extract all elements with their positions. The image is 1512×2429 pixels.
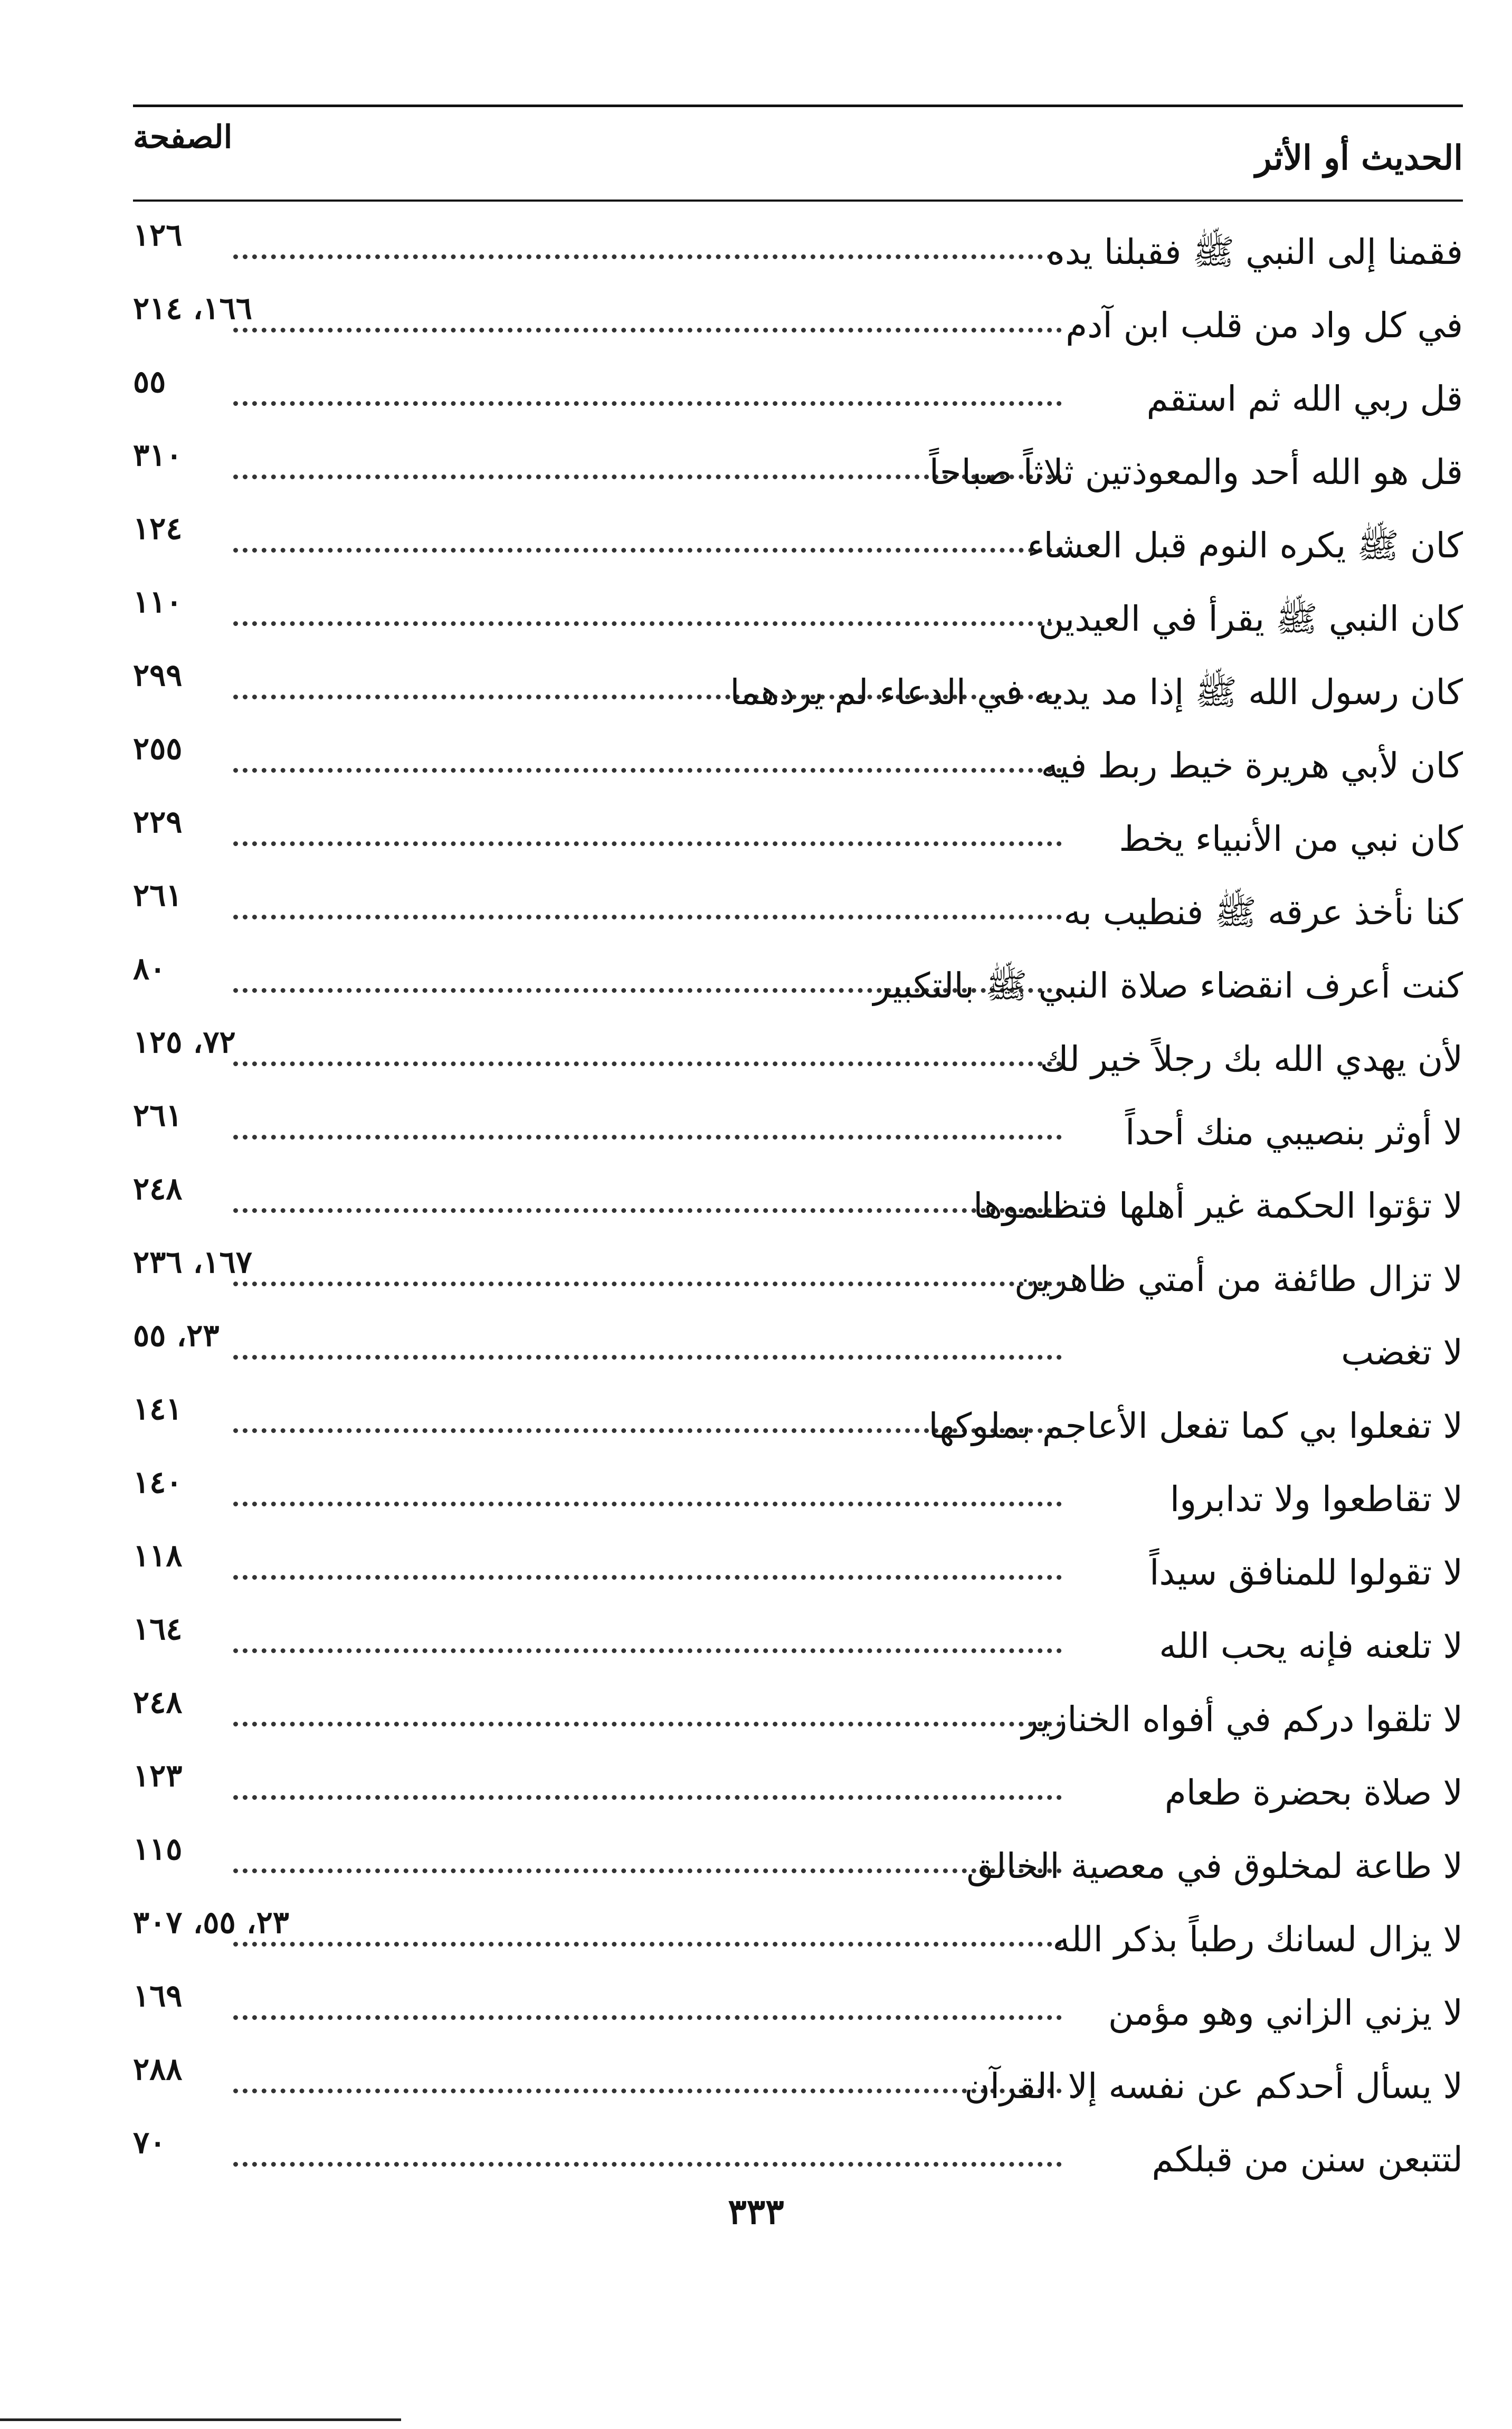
dot-leader	[233, 621, 1062, 626]
page-reference: ١٢٦	[133, 217, 183, 253]
index-entry	[133, 505, 1463, 578]
dot-leader	[233, 1061, 1062, 1066]
hadith-text: لا أوثر بنصيبي منك أحداً	[1125, 1112, 1463, 1153]
page-reference: ١١٨	[133, 1538, 183, 1573]
hadith-text: لا تلقوا دركم في أفواه الخنازير	[1021, 1699, 1463, 1740]
index-entry	[133, 1018, 1463, 1092]
index-entry	[133, 1972, 1463, 2045]
index-entry	[133, 1238, 1463, 1312]
dot-leader	[233, 328, 1062, 333]
page-reference: ١٢٣	[133, 1758, 183, 1794]
index-entry	[133, 1825, 1463, 1899]
page-reference: ١٢٤	[133, 510, 183, 546]
page-reference: ١٤٠	[133, 1464, 183, 1500]
dot-leader	[233, 1135, 1062, 1140]
index-entry	[133, 1752, 1463, 1825]
dot-leader	[233, 915, 1062, 919]
index-entry	[133, 1458, 1463, 1532]
page-reference: ٢٨٨	[133, 2051, 183, 2087]
page-reference: ٢٣، ٥٥	[133, 1317, 220, 1353]
dot-leader	[233, 254, 1062, 259]
index-entry	[133, 2045, 1463, 2119]
dot-leader	[233, 1648, 1062, 1653]
index-entry	[133, 1312, 1463, 1385]
index-entry	[133, 1899, 1463, 1972]
dot-leader	[233, 2089, 1062, 2093]
dot-leader	[233, 2015, 1062, 2020]
index-entry	[133, 1605, 1463, 1678]
dot-leader	[233, 2162, 1062, 2167]
dot-leader	[233, 548, 1062, 553]
hadith-text: كنا نأخذ عرقه ﷺ فنطيب به	[1063, 892, 1463, 933]
hadith-text: كان ﷺ يكره النوم قبل العشاء	[1027, 525, 1463, 566]
hadith-text: لا تقولوا للمنافق سيداً	[1149, 1552, 1463, 1593]
page-reference: ٢٦١	[133, 1097, 183, 1133]
hadith-text: لا تؤتوا الحكمة غير أهلها فتظلموها	[973, 1185, 1463, 1226]
index-entry	[133, 1678, 1463, 1752]
page-reference: ٢٦١	[133, 877, 183, 913]
hadith-text: لا تغضب	[1341, 1332, 1463, 1373]
page-reference: ٧٠	[133, 2124, 166, 2160]
hadith-index-list	[133, 211, 1463, 2192]
hadith-text: قل ربي الله ثم استقم	[1146, 378, 1463, 419]
dot-leader	[233, 1868, 1062, 1873]
dot-leader	[233, 1722, 1062, 1726]
dot-leader	[233, 768, 1062, 773]
index-entry	[133, 284, 1463, 358]
index-entry	[133, 651, 1463, 725]
page-reference: ٨٠	[133, 951, 166, 986]
hadith-text: لا تفعلوا بي كما تفعل الأعاجم بملوكها	[928, 1406, 1463, 1446]
dot-leader	[233, 1502, 1062, 1506]
dot-leader	[233, 1282, 1062, 1286]
top-rule	[133, 105, 1463, 107]
column-title: الحديث أو الأثر	[1255, 138, 1463, 178]
page-reference: ١٦٦، ٢١٤	[133, 290, 252, 326]
index-entry	[133, 211, 1463, 284]
hadith-text: كان نبي من الأنبياء يخط	[1119, 819, 1463, 859]
hadith-text: في كل واد من قلب ابن آدم	[1066, 305, 1463, 346]
dot-leader	[233, 401, 1062, 406]
hadith-text: لا تلعنه فإنه يحب الله	[1159, 1626, 1463, 1666]
index-entry	[133, 2119, 1463, 2192]
page-reference: ١٦٩	[133, 1978, 183, 2014]
page-reference: ١٦٤	[133, 1611, 183, 1647]
hadith-text: فقمنا إلى النبي ﷺ فقبلنا يده	[1047, 232, 1463, 272]
index-entry	[133, 1092, 1463, 1165]
page-reference: ٢٥٥	[133, 730, 183, 766]
hadith-text: لا يزال لسانك رطباً بذكر الله	[1052, 1919, 1463, 1960]
index-entry	[133, 1385, 1463, 1458]
index-entry	[133, 798, 1463, 871]
index-entry	[133, 578, 1463, 651]
index-entry	[133, 1532, 1463, 1605]
hadith-text: كان النبي ﷺ يقرأ في العيدين	[1038, 599, 1463, 639]
bottom-scan-line	[0, 2418, 401, 2421]
dot-leader	[233, 1795, 1062, 1800]
hadith-text: لا تقاطعوا ولا تدابروا	[1169, 1479, 1463, 1520]
dot-leader	[233, 841, 1062, 846]
index-entry	[133, 431, 1463, 505]
index-entry	[133, 725, 1463, 798]
index-entry	[133, 871, 1463, 945]
page-reference: ٢٤٨	[133, 1171, 183, 1207]
page-reference: ٢٣، ٥٥، ٣٠٧	[133, 1904, 289, 1940]
hadith-text: لا صلاة بحضرة طعام	[1164, 1772, 1463, 1813]
hadith-text: لتتبعن سنن من قبلكم	[1152, 2139, 1463, 2180]
dot-leader	[233, 1942, 1062, 1947]
page-reference: ١٤١	[133, 1391, 183, 1427]
page-reference: ٣١٠	[133, 437, 183, 473]
page-reference: ٥٥	[133, 364, 166, 400]
page-reference: ٧٢، ١٢٥	[133, 1024, 236, 1060]
hadith-text: كان رسول الله ﷺ إذا مد يديه في الدعاء لم يردهما	[730, 672, 1463, 713]
dot-leader	[233, 1575, 1062, 1580]
header-rule	[133, 200, 1463, 202]
page-reference: ١١٥	[133, 1831, 183, 1867]
index-entry	[133, 358, 1463, 431]
page-reference: ١٦٧، ٢٣٦	[133, 1244, 252, 1280]
index-entry	[133, 945, 1463, 1018]
page-reference: ٢٢٩	[133, 804, 183, 840]
hadith-text: قل هو الله أحد والمعوذتين ثلاثاً صباحاً	[929, 452, 1463, 492]
page-reference: ١١٠	[133, 584, 183, 620]
hadith-text: لا طاعة لمخلوق في معصية الخالق	[966, 1846, 1463, 1886]
hadith-text: كان لأبي هريرة خيط ربط فيه	[1041, 745, 1463, 786]
hadith-text: لا يسأل أحدكم عن نفسه إلا القرآن	[964, 2066, 1463, 2107]
hadith-text: لأن يهدي الله بك رجلاً خير لك	[1040, 1039, 1463, 1079]
page-reference: ٢٤٨	[133, 1684, 183, 1720]
hadith-text: لا تزال طائفة من أمتي ظاهرين	[1014, 1259, 1463, 1299]
page-number: ٣٣٣	[728, 2191, 784, 2232]
page-column-title: الصفحة	[133, 119, 233, 156]
dot-leader	[233, 1355, 1062, 1360]
dot-leader	[233, 1208, 1062, 1213]
table-header	[133, 113, 1463, 193]
page-reference: ٢٩٩	[133, 657, 183, 693]
hadith-text: لا يزني الزاني وهو مؤمن	[1108, 1992, 1463, 2033]
index-entry	[133, 1165, 1463, 1238]
hadith-text: كنت أعرف انقضاء صلاة النبي ﷺ بالتكبير	[873, 965, 1463, 1006]
